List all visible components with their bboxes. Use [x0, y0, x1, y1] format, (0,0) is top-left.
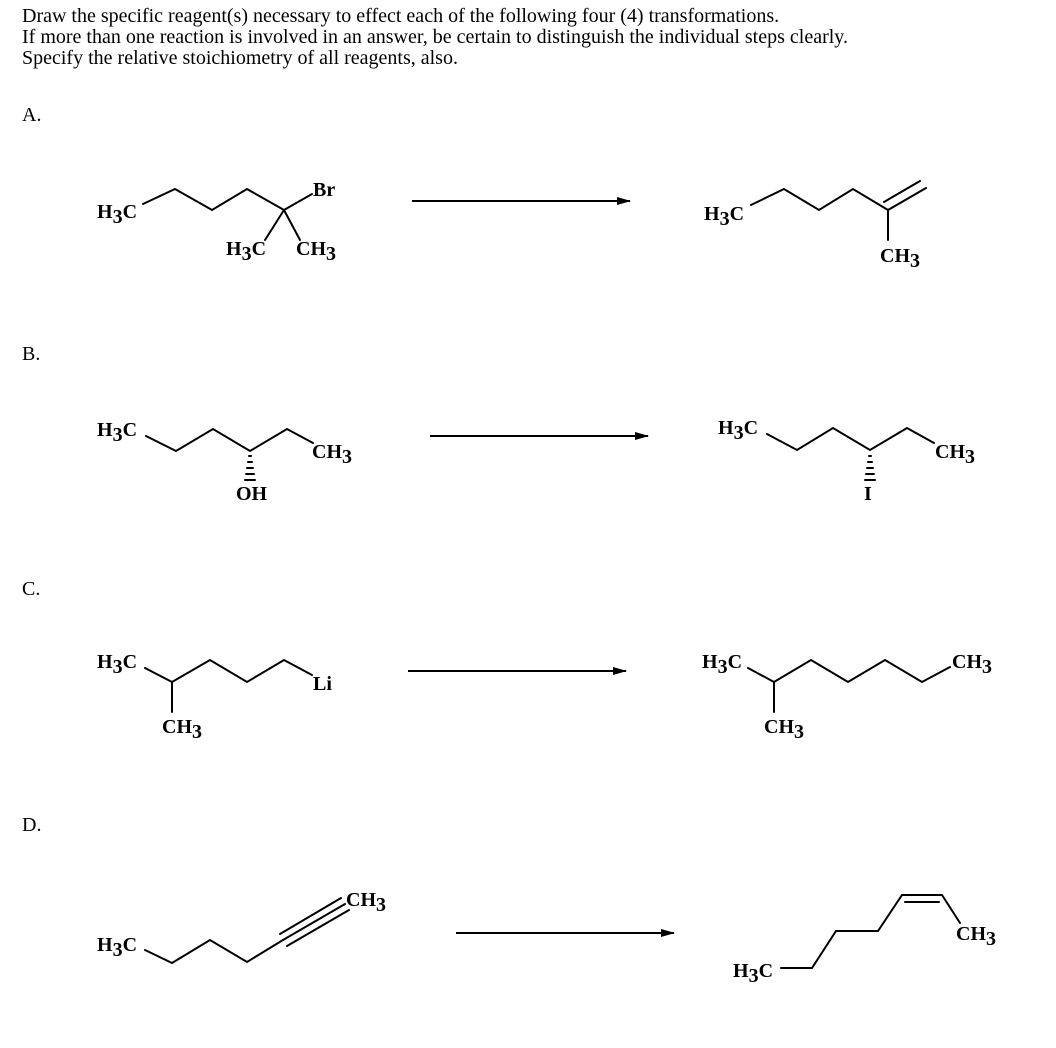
instruction-line-1: Draw the specific reagent(s) necessary to effect each of the following four (4) transformations. — [22, 5, 780, 27]
reaction-d-product — [733, 895, 996, 987]
problem-label-a: A. — [22, 104, 42, 126]
carbon-chain — [751, 189, 888, 210]
h3c-label: H3C — [702, 651, 743, 678]
h3c-label: H3C — [704, 203, 745, 230]
instruction-line-3: Specify the relative stoichiometry of all reagents, also. — [22, 47, 458, 69]
problem-label-c: C. — [22, 578, 41, 600]
bromine-label: Br — [313, 179, 336, 201]
reaction-c-starting-material — [97, 651, 332, 743]
h3c-label: H3C — [226, 238, 267, 265]
reaction-b-product — [718, 417, 975, 505]
h3c-label: H3C — [733, 960, 774, 987]
hashed-wedge-bond — [245, 456, 255, 480]
lithium-label: Li — [313, 673, 332, 695]
h3c-label: H3C — [97, 934, 138, 961]
problem-label-b: B. — [22, 343, 41, 365]
ch3-label: CH3 — [296, 238, 337, 265]
hydroxyl-label: OH — [236, 483, 268, 505]
ch3-label: CH3 — [956, 923, 997, 950]
reaction-a-product — [704, 181, 926, 272]
ch3-label: CH3 — [952, 651, 993, 678]
h3c-label: H3C — [97, 201, 138, 228]
ch3-label: CH3 — [346, 889, 387, 916]
h3c-label: H3C — [97, 419, 138, 446]
methyl-bond — [284, 210, 300, 240]
carbon-chain — [767, 428, 934, 450]
reaction-d-starting-material — [97, 889, 386, 963]
reaction-b-starting-material — [97, 419, 352, 505]
carbon-chain — [781, 895, 960, 968]
ch3-label: CH3 — [935, 441, 976, 468]
h3c-label: H3C — [97, 651, 138, 678]
iodine-label: I — [864, 483, 872, 505]
c-br-bond — [284, 194, 312, 210]
instruction-line-2: If more than one reaction is involved in an answer, be certain to distinguish the individual steps clearly. — [22, 26, 849, 48]
hashed-wedge-bond — [865, 456, 875, 480]
alkene-double-bond — [888, 188, 926, 210]
carbon-chain — [143, 189, 284, 210]
methyl-bond — [265, 210, 284, 240]
reaction-c-product — [702, 651, 992, 743]
alkyne-triple-bond — [280, 898, 349, 946]
reaction-a-starting-material — [97, 179, 336, 265]
carbon-chain — [145, 940, 283, 963]
carbon-chain — [145, 660, 312, 682]
problem-label-d: D. — [22, 814, 42, 836]
ch3-label: CH3 — [312, 441, 353, 468]
ch3-label: CH3 — [162, 716, 203, 743]
carbon-chain — [146, 429, 313, 451]
alkene-double-bond — [884, 181, 920, 202]
h3c-label: H3C — [718, 417, 759, 444]
ch3-label: CH3 — [880, 245, 921, 272]
carbon-chain — [748, 660, 950, 682]
ch3-label: CH3 — [764, 716, 805, 743]
